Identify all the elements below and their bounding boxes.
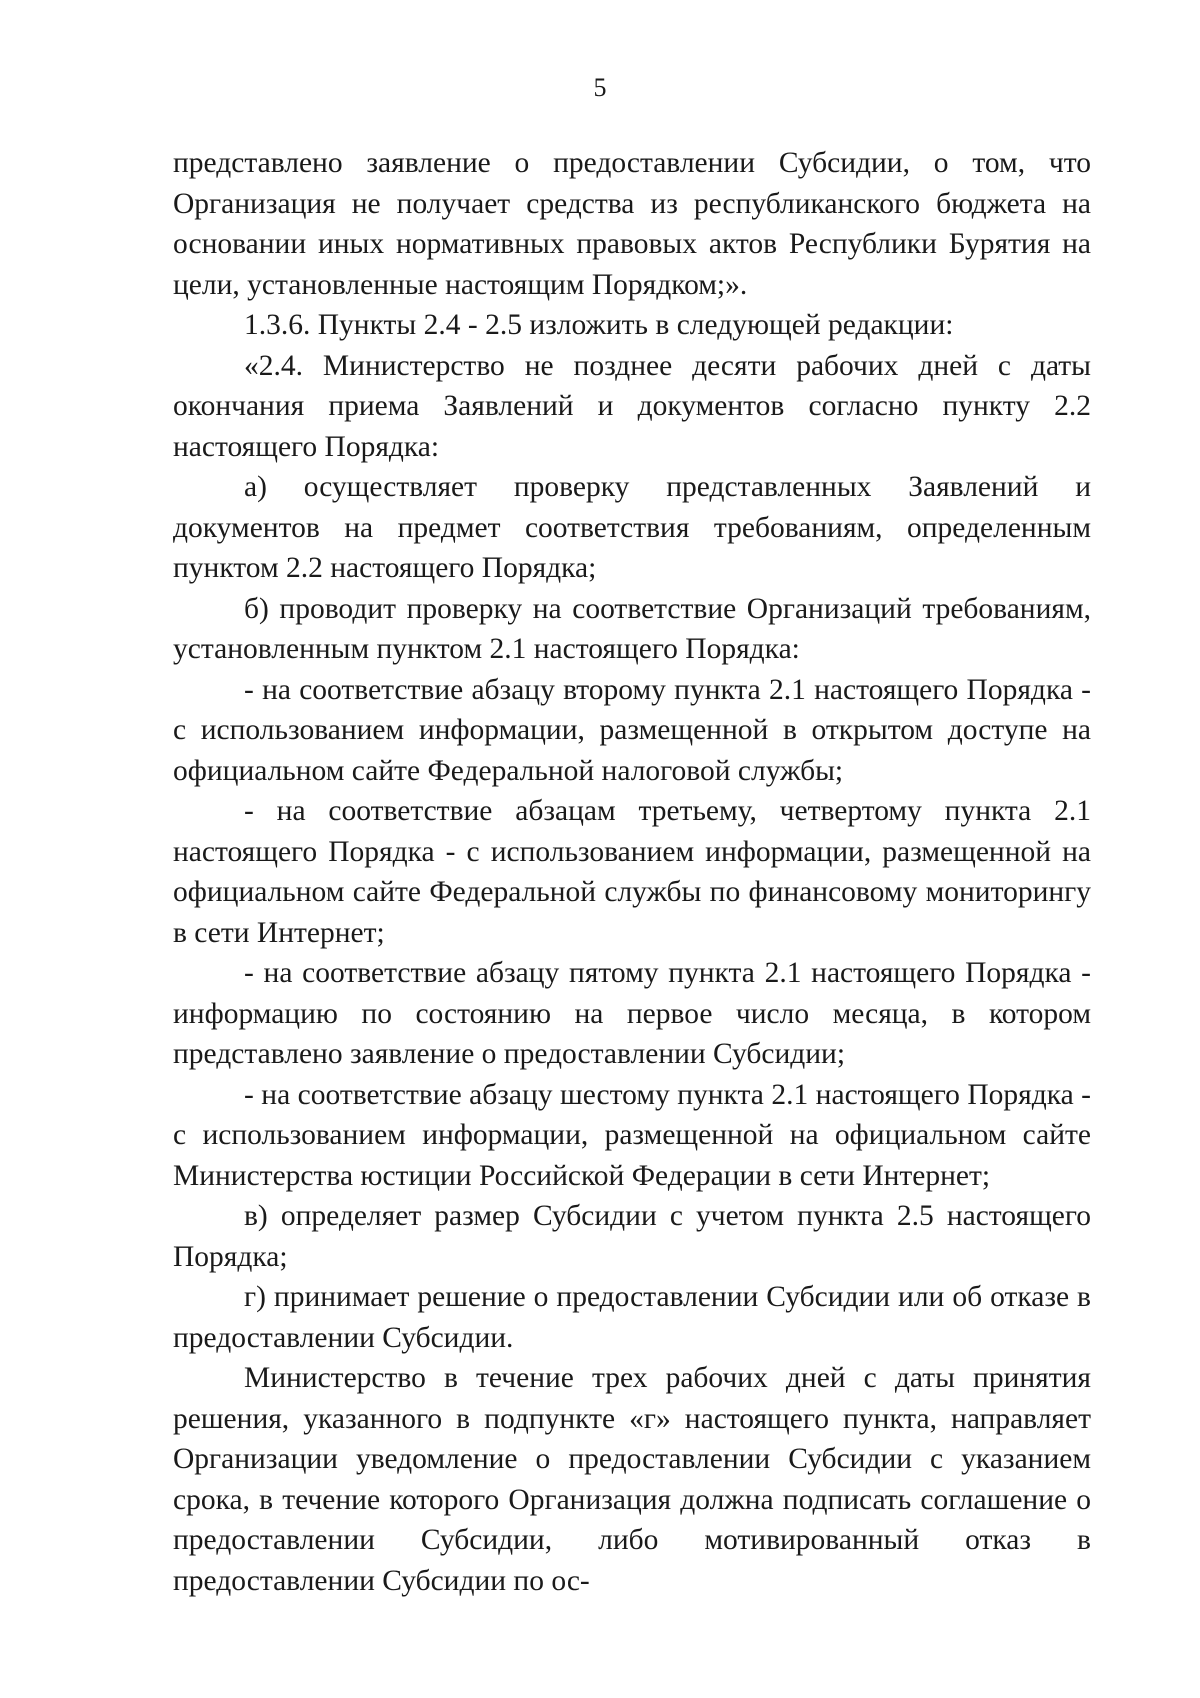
paragraph-item-1-3-6: 1.3.6. Пункты 2.4 - 2.5 изложить в следующей редакции: xyxy=(244,309,954,341)
page-number: 5 xyxy=(593,73,607,102)
paragraph-check-abzac-2: - на соответствие абзацу второму пункта 2.1 настоящего Порядка - с использованием информации, размещенной в открытом доступе на официальном сайте Федеральной налоговой службы; xyxy=(173,673,1091,787)
paragraph-subitem-g: г) принимает решение о предоставлении Субсидии или об отказе в предоставлении Субсидии. xyxy=(173,1281,1091,1354)
paragraph-check-abzac-5: - на соответствие абзацу пятому пункта 2.1 настоящего Порядка - информацию по состоянию на первое число месяца, в котором представлено заявление о предоставлении Субсидии; xyxy=(173,957,1091,1070)
paragraph-subitem-v: в) определяет размер Субсидии с учетом пункта 2.5 настоящего Порядка; xyxy=(173,1200,1091,1273)
paragraph-item-2-4: «2.4. Министерство не позднее десяти рабочих дней с даты окончания приема Заявлений и документов согласно пункту 2.2 настоящего Порядка: xyxy=(173,349,1091,463)
paragraph-check-abzac-3-4: - на соответствие абзацам третьему, четвертому пункта 2.1 настоящего Порядка - с использованием информации, размещенной на официальном сайте Федеральной службы по финансовому мониторингу в сети Интернет; xyxy=(173,795,1091,949)
paragraph-check-abzac-6: - на соответствие абзацу шестому пункта 2.1 настоящего Порядка - с использованием информации, размещенной на официальном сайте Министерства юстиции Российской Федерации в сети Интернет; xyxy=(173,1078,1091,1192)
paragraph-ministry-notice: Министерство в течение трех рабочих дней с даты принятия решения, указанного в подпункте «г» настоящего пункта, направляет Организации уведомление о предоставлении Субсидии с указанием срока, в течение которого Организация должна подписать соглашение о предоставлении Субсидии, либо мотивированный отказ в предоставлении Субсидии по ос- xyxy=(173,1362,1091,1597)
document-body xyxy=(173,143,1091,1601)
paragraph-continuation: представлено заявление о предоставлении Субсидии, о том, что Организация не получает средства из республиканского бюджета на основании иных нормативных правовых актов Республики Бурятия на цели, установленные настоящим Порядком;». xyxy=(173,147,1091,301)
paragraph-subitem-b: б) проводит проверку на соответствие Организаций требованиям, установленным пунктом 2.1 настоящего Порядка: xyxy=(173,592,1091,665)
paragraph-subitem-a: а) осуществляет проверку представленных Заявлений и документов на предмет соответствия требованиям, определенным пунктом 2.2 настоящего Порядка; xyxy=(173,471,1091,584)
